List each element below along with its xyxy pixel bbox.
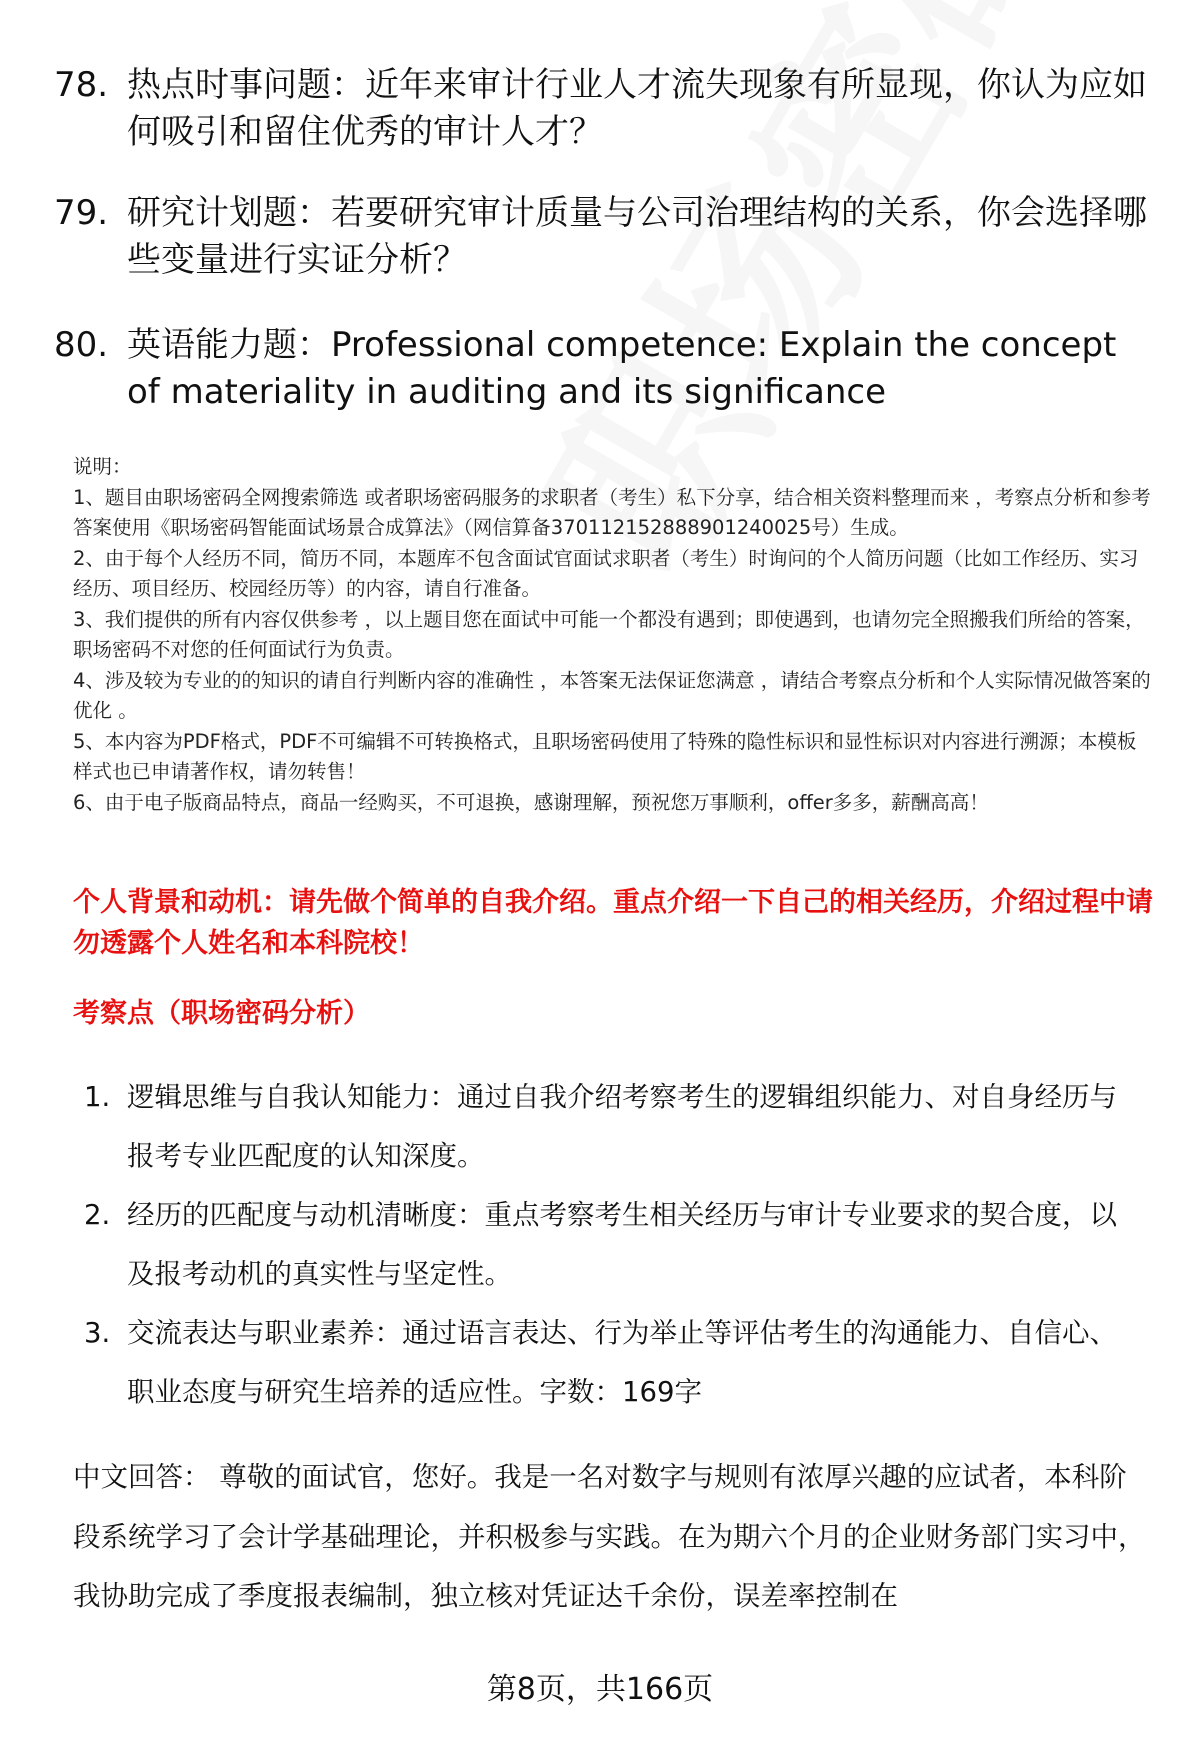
list-text: 交流表达与职业素养：通过语言表达、行为举止等评估考生的沟通能力、自信心、职业态度与研究生培养的适应性。字数：169字 — [127, 1317, 1117, 1408]
question-text: 研究计划题：若要研究审计质量与公司治理结构的关系，你会选择哪些变量进行实证分析？ — [127, 193, 1147, 280]
disclaimer-notes — [73, 452, 1153, 818]
list-number: 1. — [84, 1081, 111, 1113]
answer-paragraph: 中文回答： 尊敬的面试官，您好。我是一名对数字与规则有浓厚兴趣的应试者，本科阶段系统学习了会计学基础理论，并积极参与实践。在为期六个月的企业财务部门实习中，我协助完成了季度报表编制，独立核对凭证达千余份，误差率控制在 — [73, 1461, 1146, 1612]
list-text: 逻辑思维与自我认知能力：通过自我介绍考察考生的逻辑组织能力、对自身经历与报考专业匹配度的认知深度。 — [127, 1081, 1117, 1172]
page-number: 第8页，共166页 — [486, 1672, 714, 1707]
list-number: 3. — [84, 1317, 111, 1349]
note-item: 6、由于电子版商品特点，商品一经购买，不可退换，感谢理解，预祝您万事顺利，offer多多，薪酬高高！ — [73, 790, 989, 814]
question-number: 79. — [54, 193, 109, 233]
question-text: 热点时事问题：近年来审计行业人才流失现象有所显现，你认为应如何吸引和留住优秀的审计人才？ — [127, 65, 1147, 152]
section-question: 个人背景和动机：请先做个简单的自我介绍。重点介绍一下自己的相关经历，介绍过程中请勿透露个人姓名和本科院校！ — [73, 887, 1153, 959]
list-item — [0, 1304, 1200, 1422]
note-item: 3、我们提供的所有内容仅供参考 ，以上题目您在面试中可能一个都没有遇到；即使遇到，也请勿完全照搬我们所给的答案，职场密码不对您的任何面试行为负责。 — [73, 607, 1145, 661]
note-item: 4、涉及较为专业的的知识的请自行判断内容的准确性 ，本答案无法保证您满意 ，请结合考察点分析和个人实际情况做答案的优化 。 — [73, 668, 1151, 722]
note-item: 1、题目由职场密码全网搜索筛选 或者职场密码服务的求职者（考生）私下分享，结合相关资料整理而来 ，考察点分析和参考答案使用《职场密码智能面试场景合成算法》（网信算备370112152888901240025号）生成。 — [73, 485, 1151, 539]
list-item — [0, 1186, 1200, 1304]
notes-title: 说明： — [73, 455, 132, 478]
analysis-heading: 考察点（职场密码分析） — [73, 998, 370, 1029]
note-item: 2、由于每个人经历不同，简历不同，本题库不包含面试官面试求职者（考生）时询问的个人简历问题（比如工作经历、实习经历、项目经历、校园经历等）的内容，请自行准备。 — [73, 546, 1139, 600]
note-item: 5、本内容为PDF格式，PDF不可编辑不可转换格式，且职场密码使用了特殊的隐性标识和显性标识对内容进行溯源；本模板样式也已申请著作权，请勿转售！ — [73, 729, 1137, 783]
list-item — [0, 1068, 1200, 1186]
list-text: 经历的匹配度与动机清晰度：重点考察考生相关经历与审计专业要求的契合度，以及报考动机的真实性与坚定性。 — [127, 1199, 1117, 1290]
question-number: 80. — [54, 325, 109, 365]
question-number: 78. — [54, 65, 109, 105]
list-number: 2. — [84, 1199, 111, 1231]
question-text: 英语能力题：Professional competence: Explain the concept of materiality in auditing and its significance — [127, 325, 1117, 412]
analysis-points — [0, 1068, 1200, 1422]
